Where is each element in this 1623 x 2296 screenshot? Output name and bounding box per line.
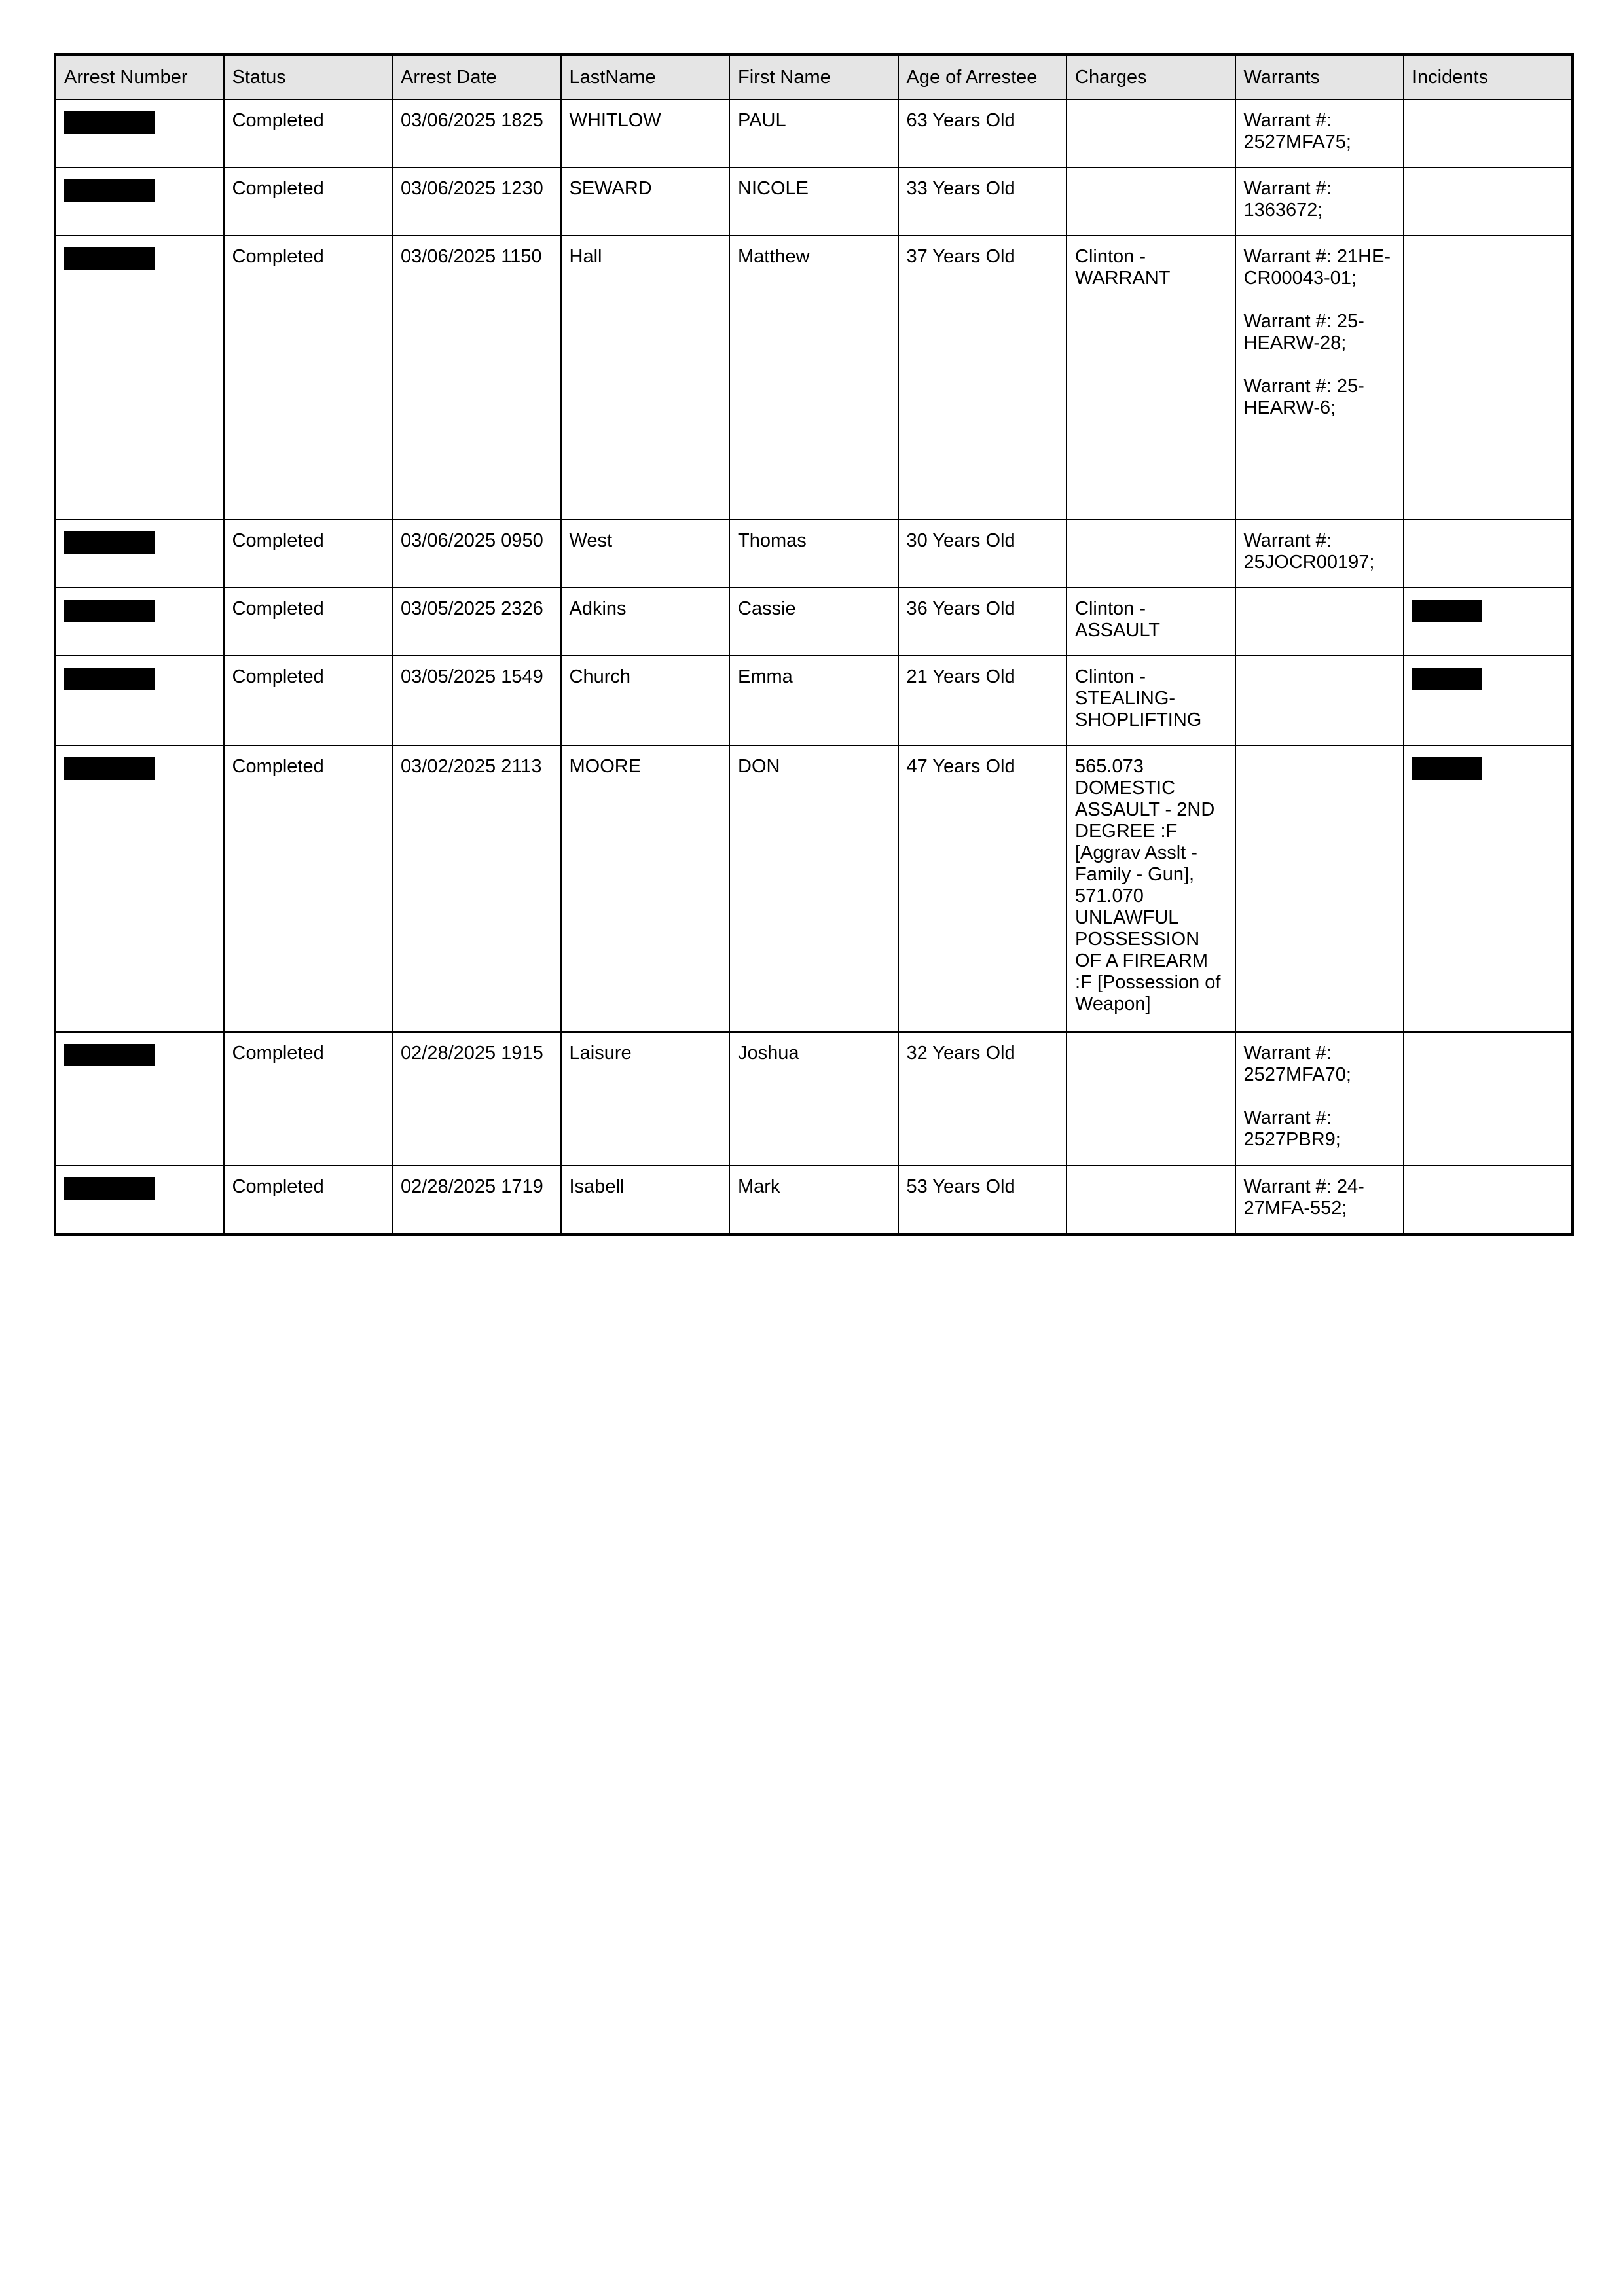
last-name-cell: Laisure <box>561 1032 730 1166</box>
warrant-entry <box>1244 530 1396 573</box>
table-row <box>55 745 1573 1032</box>
last-name-cell: Adkins <box>561 588 730 656</box>
age-cell: 37 Years Old <box>898 236 1067 520</box>
header-status: Status <box>224 54 393 99</box>
charges-cell <box>1067 745 1235 1032</box>
warrant-entry <box>1244 246 1396 289</box>
arrest-number-cell <box>55 1032 224 1166</box>
incidents-cell <box>1404 99 1573 168</box>
warrant-line: Warrant #: 25- <box>1243 311 1364 332</box>
status-cell: Completed <box>224 1032 393 1166</box>
first-name-cell: Joshua <box>729 1032 898 1166</box>
incidents-cell <box>1404 745 1573 1032</box>
warrant-line: HEARW-6; <box>1243 397 1336 418</box>
age-cell: 33 Years Old <box>898 168 1067 236</box>
table-header <box>55 54 1573 99</box>
arrest-date-cell: 03/06/2025 1230 <box>392 168 561 236</box>
header-last-name: LastName <box>561 54 730 99</box>
charges-cell <box>1067 656 1235 745</box>
warrant-line: Warrant #: 24- <box>1243 1176 1364 1197</box>
redaction-block <box>64 1177 155 1200</box>
first-name-cell: DON <box>729 745 898 1032</box>
warrant-line: 27MFA-552; <box>1243 1198 1347 1219</box>
charge-line: [Aggrav Asslt - <box>1075 842 1197 863</box>
arrest-number-cell <box>55 236 224 520</box>
header-arrest-date: Arrest Date <box>392 54 561 99</box>
warrant-line: Warrant #: <box>1243 110 1332 131</box>
age-cell: 47 Years Old <box>898 745 1067 1032</box>
table-row <box>55 168 1573 236</box>
charges-cell <box>1067 1032 1235 1166</box>
document-page <box>54 53 1571 1236</box>
age-cell: 21 Years Old <box>898 656 1067 745</box>
arrest-number-cell <box>55 588 224 656</box>
charge-line: ASSAULT - 2ND <box>1075 799 1215 820</box>
charges-cell <box>1067 168 1235 236</box>
charge-line: Clinton - <box>1075 666 1146 687</box>
charge-line: :F [Possession of <box>1075 972 1221 993</box>
redaction-block <box>1412 668 1482 690</box>
table-row <box>55 1032 1573 1166</box>
table-row <box>55 236 1573 520</box>
age-cell: 32 Years Old <box>898 1032 1067 1166</box>
redaction-block <box>64 111 155 134</box>
charge-line: OF A FIREARM <box>1075 950 1209 971</box>
first-name-cell: NICOLE <box>729 168 898 236</box>
warrant-line: 2527PBR9; <box>1243 1129 1341 1150</box>
first-name-cell: Mark <box>729 1166 898 1234</box>
last-name-cell: West <box>561 520 730 588</box>
first-name-cell: Matthew <box>729 236 898 520</box>
charge-line: UNLAWFUL <box>1075 907 1179 928</box>
warrants-cell <box>1235 520 1404 588</box>
warrant-line: Warrant #: <box>1243 178 1332 199</box>
status-cell: Completed <box>224 1166 393 1234</box>
last-name-cell: Church <box>561 656 730 745</box>
table-row <box>55 1166 1573 1234</box>
charges-cell <box>1067 99 1235 168</box>
arrest-date-cell: 03/02/2025 2113 <box>392 745 561 1032</box>
header-warrants: Warrants <box>1235 54 1404 99</box>
incidents-cell <box>1404 520 1573 588</box>
warrant-entry <box>1244 1107 1396 1151</box>
redaction-block <box>64 1044 155 1066</box>
warrants-cell <box>1235 168 1404 236</box>
warrants-cell <box>1235 1166 1404 1234</box>
charge-line: Clinton - <box>1075 246 1146 267</box>
incidents-cell <box>1404 1166 1573 1234</box>
warrants-cell <box>1235 588 1404 656</box>
header-age: Age of Arrestee <box>898 54 1067 99</box>
warrant-line: Warrant #: 21HE- <box>1243 246 1391 267</box>
last-name-cell: MOORE <box>561 745 730 1032</box>
table-row <box>55 520 1573 588</box>
arrest-records-table <box>54 53 1574 1236</box>
redaction-block <box>64 247 155 270</box>
warrant-line: 1363672; <box>1243 200 1323 221</box>
status-cell: Completed <box>224 656 393 745</box>
arrest-date-cell: 03/06/2025 0950 <box>392 520 561 588</box>
age-cell: 63 Years Old <box>898 99 1067 168</box>
warrant-line: CR00043-01; <box>1243 268 1357 289</box>
charge-line: POSSESSION <box>1075 929 1200 950</box>
charge-line: 565.073 <box>1075 756 1144 777</box>
incidents-cell <box>1404 656 1573 745</box>
table-row <box>55 588 1573 656</box>
arrest-date-cell: 02/28/2025 1915 <box>392 1032 561 1166</box>
arrest-date-cell: 02/28/2025 1719 <box>392 1166 561 1234</box>
arrest-number-cell <box>55 1166 224 1234</box>
charge-line: ASSAULT <box>1075 620 1161 641</box>
arrest-date-cell: 03/05/2025 1549 <box>392 656 561 745</box>
charge-line: 571.070 <box>1075 886 1144 906</box>
charge-line: Family - Gun], <box>1075 864 1195 885</box>
arrest-date-cell: 03/06/2025 1825 <box>392 99 561 168</box>
charges-cell <box>1067 588 1235 656</box>
table-row <box>55 99 1573 168</box>
first-name-cell: Emma <box>729 656 898 745</box>
incidents-cell <box>1404 236 1573 520</box>
last-name-cell: WHITLOW <box>561 99 730 168</box>
redaction-block <box>64 757 155 780</box>
status-cell: Completed <box>224 99 393 168</box>
warrant-line: HEARW-28; <box>1243 332 1347 353</box>
warrant-entry <box>1244 311 1396 354</box>
warrants-cell <box>1235 236 1404 520</box>
warrant-entry <box>1244 1043 1396 1086</box>
arrest-number-cell <box>55 168 224 236</box>
warrant-entry <box>1244 376 1396 419</box>
age-cell: 36 Years Old <box>898 588 1067 656</box>
redaction-block <box>1412 600 1482 622</box>
arrest-number-cell <box>55 656 224 745</box>
redaction-block <box>64 179 155 202</box>
charge-line: SHOPLIFTING <box>1075 709 1202 730</box>
warrant-line: 25JOCR00197; <box>1243 552 1375 573</box>
last-name-cell: SEWARD <box>561 168 730 236</box>
warrants-cell <box>1235 99 1404 168</box>
header-incidents: Incidents <box>1404 54 1573 99</box>
status-cell: Completed <box>224 520 393 588</box>
warrants-cell <box>1235 656 1404 745</box>
warrants-cell <box>1235 745 1404 1032</box>
charge-line: WARRANT <box>1075 268 1171 289</box>
header-arrest-number: Arrest Number <box>55 54 224 99</box>
incidents-cell <box>1404 1032 1573 1166</box>
incidents-cell <box>1404 168 1573 236</box>
arrest-date-cell: 03/05/2025 2326 <box>392 588 561 656</box>
status-cell: Completed <box>224 588 393 656</box>
charge-line: Clinton - <box>1075 598 1146 619</box>
age-cell: 53 Years Old <box>898 1166 1067 1234</box>
incidents-cell <box>1404 588 1573 656</box>
header-charges: Charges <box>1067 54 1235 99</box>
warrant-line: Warrant #: <box>1243 1043 1332 1064</box>
charges-cell <box>1067 236 1235 520</box>
warrant-line: Warrant #: <box>1243 1107 1332 1128</box>
warrant-line: 2527MFA70; <box>1243 1064 1351 1085</box>
charge-line: Weapon] <box>1075 994 1151 1014</box>
first-name-cell: Cassie <box>729 588 898 656</box>
arrest-number-cell <box>55 520 224 588</box>
warrants-cell <box>1235 1032 1404 1166</box>
warrant-line: 2527MFA75; <box>1243 132 1351 152</box>
warrant-entry <box>1244 178 1396 221</box>
header-row <box>55 54 1573 99</box>
arrest-number-cell <box>55 745 224 1032</box>
redaction-block <box>1412 757 1482 780</box>
header-first-name: First Name <box>729 54 898 99</box>
first-name-cell: Thomas <box>729 520 898 588</box>
status-cell: Completed <box>224 168 393 236</box>
warrant-entry <box>1244 1176 1396 1219</box>
charge-line: DOMESTIC <box>1075 778 1176 798</box>
status-cell: Completed <box>224 236 393 520</box>
charge-line: STEALING- <box>1075 688 1176 709</box>
table-body <box>55 99 1573 1234</box>
last-name-cell: Isabell <box>561 1166 730 1234</box>
redaction-block <box>64 668 155 690</box>
warrant-entry <box>1244 110 1396 153</box>
charges-cell <box>1067 1166 1235 1234</box>
warrant-line: Warrant #: <box>1243 530 1332 551</box>
arrest-number-cell <box>55 99 224 168</box>
redaction-block <box>64 531 155 554</box>
arrest-date-cell: 03/06/2025 1150 <box>392 236 561 520</box>
warrant-line: Warrant #: 25- <box>1243 376 1364 397</box>
status-cell: Completed <box>224 745 393 1032</box>
last-name-cell: Hall <box>561 236 730 520</box>
redaction-block <box>64 600 155 622</box>
charges-cell <box>1067 520 1235 588</box>
age-cell: 30 Years Old <box>898 520 1067 588</box>
table-row <box>55 656 1573 745</box>
first-name-cell: PAUL <box>729 99 898 168</box>
charge-line: DEGREE :F <box>1075 821 1178 842</box>
